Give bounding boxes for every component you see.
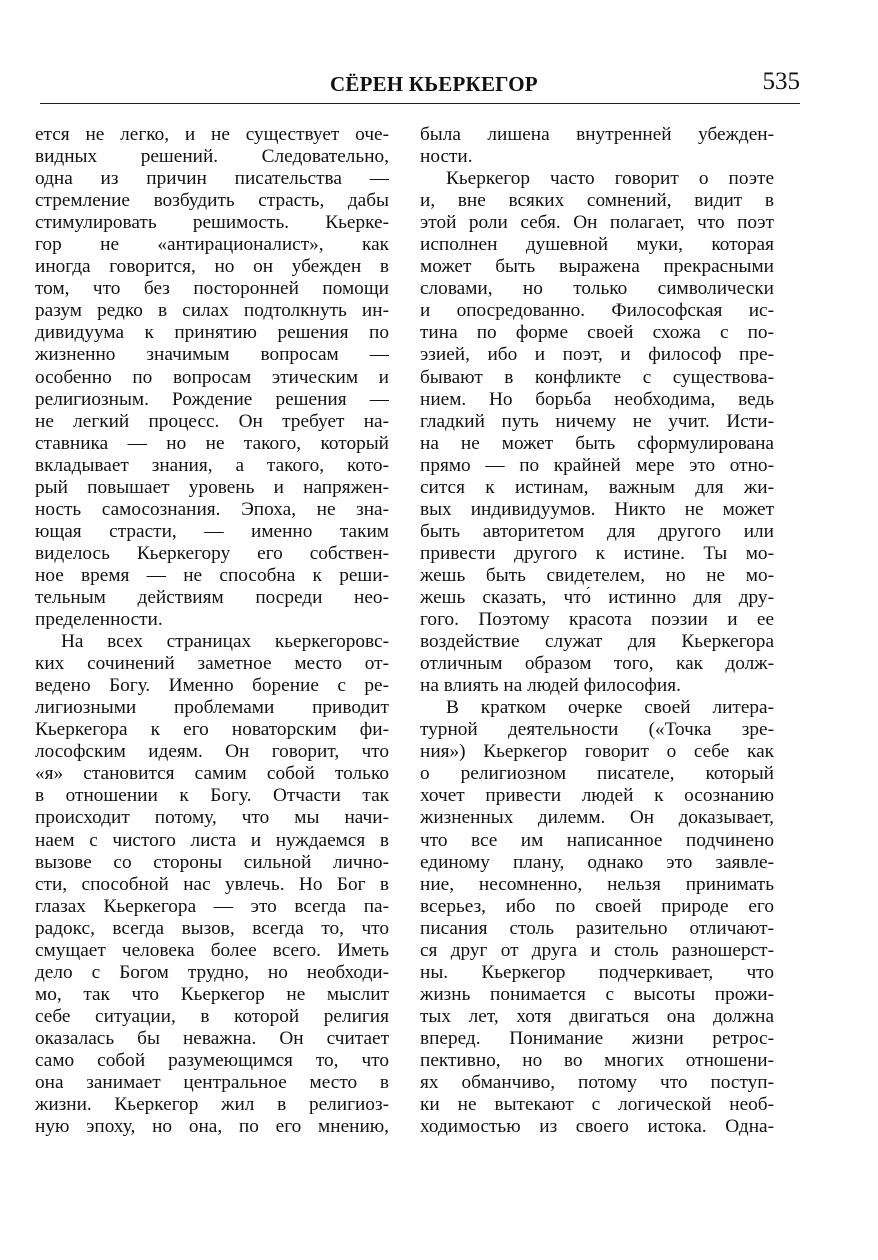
text-line: дело с Богом трудно, но необходи- (35, 961, 389, 983)
text-line: вызове со стороны сильной лично- (35, 851, 389, 873)
text-line: вкладывает знания, а такого, кото- (35, 454, 389, 476)
text-line: само собой разумеющимся то, что (35, 1049, 389, 1071)
text-line: рый повышает уровень и напряжен- (35, 476, 389, 498)
text-line: турной деятельности («Точка зре- (420, 719, 774, 741)
text-line: виделось Кьеркегору его собствен- (35, 542, 389, 564)
text-line: ях обманчиво, потому что поступ- (420, 1072, 774, 1094)
text-line: ведено Богу. Именно борение с ре- (35, 675, 389, 697)
text-line: дивидуума к принятию решения по (35, 322, 389, 344)
text-line: ходимостью из своего истока. Одна- (420, 1116, 774, 1138)
text-line: «я» становится самим собой только (35, 763, 389, 785)
text-line: о религиозном писателе, который (420, 763, 774, 785)
text-line: иногда говорится, но он убежден в (35, 256, 389, 278)
text-line: гор не «антирационалист», как (35, 234, 389, 256)
text-line: ную эпоху, но она, по его мнению, (35, 1116, 389, 1138)
text-line: на не может быть сформулирована (420, 432, 774, 454)
text-line: не легкий процесс. Он требует на- (35, 410, 389, 432)
text-line: том, что без посторонней помощи (35, 278, 389, 300)
text-line: ния») Кьеркегор говорит о себе как (420, 741, 774, 763)
text-line: и, вне всяких сомнений, видит в (420, 190, 774, 212)
text-line: наем с чистого листа и нуждаемся в (35, 829, 389, 851)
text-line: себе ситуации, в которой религия (35, 1005, 389, 1027)
right-text-column (420, 124, 774, 1138)
text-line: вперед. Понимание жизни ретрос- (420, 1027, 774, 1049)
text-line: отличным образом того, как долж- (420, 653, 774, 675)
text-line: ставника — но не такого, который (35, 432, 389, 454)
text-line: оказалась бы неважна. Он считает (35, 1027, 389, 1049)
text-line: писания столь разительно отличают- (420, 917, 774, 939)
text-line: может быть выражена прекрасными (420, 256, 774, 278)
text-line: на влиять на людей философия. (420, 675, 681, 697)
header-rule (40, 103, 800, 104)
text-line: смущает человека более всего. Иметь (35, 939, 389, 961)
text-line: ности. (420, 146, 473, 168)
text-line: этой роли себя. Он полагает, что поэт (420, 212, 774, 234)
text-line: ки не вытекают с логической необ- (420, 1094, 774, 1116)
text-line: в отношении к Богу. Отчасти так (35, 785, 389, 807)
text-line: тых лет, хотя двигаться она должна (420, 1005, 774, 1027)
text-line: и опосредованно. Философская ис- (420, 300, 774, 322)
text-line: одна из причин писательства — (35, 168, 389, 190)
text-line: словами, но только символически (420, 278, 774, 300)
text-line: ное время — не способна к реши- (35, 564, 389, 586)
text-line: Кьеркегор часто говорит о поэте (446, 168, 774, 190)
text-line: быть авторитетом для другого или (420, 520, 774, 542)
text-line: воздействие служат для Кьеркегора (420, 631, 774, 653)
text-line: видных решений. Следовательно, (35, 146, 389, 168)
text-line: хочет привести людей к осознанию (420, 785, 774, 807)
text-line: лософским идеям. Он говорит, что (35, 741, 389, 763)
text-line: мо, так что Кьеркегор не мыслит (35, 983, 389, 1005)
text-line: привести другого к истине. Ты мо- (420, 542, 774, 564)
text-line: жешь быть свидетелем, но не мо- (420, 564, 774, 586)
text-line: она занимает центральное место в (35, 1072, 389, 1094)
text-line: эзией, ибо и поэт, и философ пре- (420, 344, 774, 366)
text-line: разум редко в силах подтолкнуть ин- (35, 300, 389, 322)
text-line: гладкий путь ничему не учит. Исти- (420, 410, 774, 432)
text-line: происходит потому, что мы начи- (35, 807, 389, 829)
left-text-column (35, 124, 389, 1138)
text-line: гого. Поэтому красота поэзии и ее (420, 609, 774, 631)
text-line: глазах Кьеркегора — это всегда па- (35, 895, 389, 917)
text-line: религиозным. Рождение решения — (35, 388, 389, 410)
text-line: всерьез, ибо по своей природе его (420, 895, 774, 917)
text-line: тельным действиям посреди нео- (35, 586, 389, 608)
text-line: что все им написанное подчинено (420, 829, 774, 851)
text-line: тина по форме своей схожа с по- (420, 322, 774, 344)
text-line: прямо — по крайней мере это отно- (420, 454, 774, 476)
text-line: нием. Но борьба необходима, ведь (420, 388, 774, 410)
text-line: единому плану, однако это заявле- (420, 851, 774, 873)
text-line: лигиозными проблемами приводит (35, 697, 389, 719)
text-line: ких сочинений заметное место от- (35, 653, 389, 675)
text-line: жизни. Кьеркегор жил в религиоз- (35, 1094, 389, 1116)
text-line: ны. Кьеркегор подчеркивает, что (420, 961, 774, 983)
text-line: вых индивидуумов. Никто не может (420, 498, 774, 520)
text-line: На всех страницах кьеркегоровс- (61, 631, 389, 653)
text-line: В кратком очерке своей литера- (446, 697, 774, 719)
text-line: жизненных дилемм. Он доказывает, (420, 807, 774, 829)
text-line: стимулировать решимость. Кьерке- (35, 212, 389, 234)
text-line: жизненно значимым вопросам — (35, 344, 389, 366)
text-line: была лишена внутренней убежден- (420, 124, 774, 145)
running-head: СЁРЕН КЬЕРКЕГОР (330, 72, 538, 96)
text-line: ние, несомненно, нельзя принимать (420, 873, 774, 895)
text-line: сти, способной нас увлечь. Но Бог в (35, 873, 389, 895)
text-line: радокс, всегда вызов, всегда то, что (35, 917, 389, 939)
text-line: бывают в конфликте с существова- (420, 366, 774, 388)
text-line: ность самосознания. Эпоха, не зна- (35, 498, 389, 520)
text-line: исполнен душевной муки, которая (420, 234, 774, 256)
text-line: особенно по вопросам этическим и (35, 366, 389, 388)
text-line: стремление возбудить страсть, дабы (35, 190, 389, 212)
text-line: жешь сказать, что́ истинно для дру- (420, 586, 774, 608)
text-line: пределенности. (35, 609, 163, 631)
text-line: жизнь понимается с высоты прожи- (420, 983, 774, 1005)
text-line: пективно, но во многих отношени- (420, 1049, 774, 1071)
text-line: сится к истинам, важным для жи- (420, 476, 774, 498)
text-line: ся друг от друга и столь разношерст- (420, 939, 774, 961)
page-number: 535 (762, 68, 800, 95)
page-header (40, 64, 800, 104)
text-line: ющая страсти, — именно таким (35, 520, 389, 542)
text-line: ется не легко, и не существует оче- (35, 124, 389, 145)
text-line: Кьеркегора к его новаторским фи- (35, 719, 389, 741)
